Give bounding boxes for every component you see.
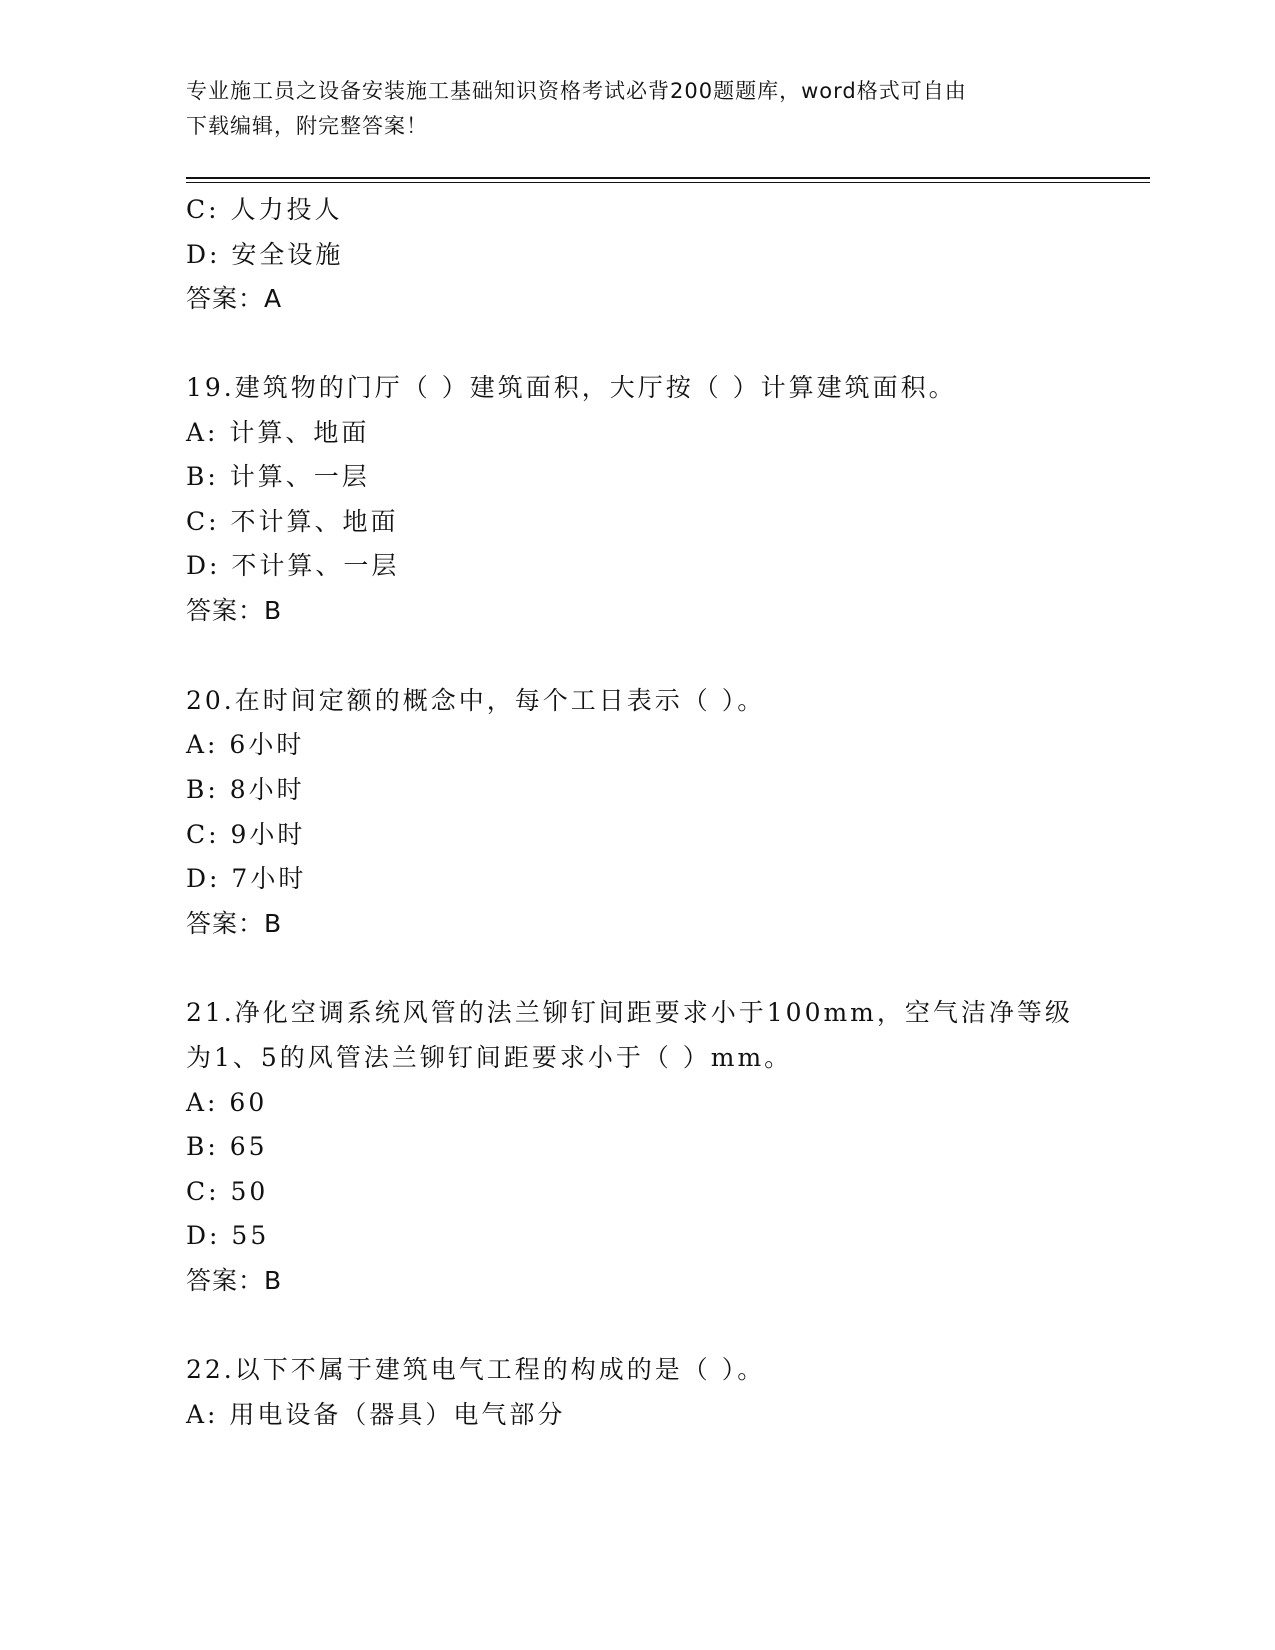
option-a-q19: A: 计算、地面 (186, 418, 370, 447)
option-b-q19: B: 计算、一层 (186, 462, 370, 491)
option-a-q22: A: 用电设备（器具）电气部分 (186, 1400, 566, 1429)
option-c-q19: C: 不计算、地面 (186, 507, 399, 536)
option-c-q20: C: 9小时 (186, 820, 306, 849)
answer-q19: 答案：B (186, 596, 283, 625)
question-20: 20.在时间定额的概念中，每个工日表示（ ）。 (186, 686, 766, 715)
option-c-q21: C: 50 (186, 1177, 269, 1206)
option-d-q19: D: 不计算、一层 (186, 551, 400, 580)
question-21-line-1: 21.净化空调系统风管的法兰铆钉间距要求小于100mm，空气洁净等级 (186, 998, 1073, 1027)
header-divider-thick (186, 177, 1150, 179)
question-21-line-2: 为1、5的风管法兰铆钉间距要求小于（ ）mm。 (186, 1043, 793, 1072)
answer-q20: 答案：B (186, 909, 283, 938)
question-22: 22.以下不属于建筑电气工程的构成的是（ ）。 (186, 1355, 766, 1384)
option-d-q21: D: 55 (186, 1221, 270, 1250)
header-divider-thin (186, 182, 1150, 183)
question-19: 19.建筑物的门厅（ ）建筑面积，大厅按（ ）计算建筑面积。 (186, 373, 957, 402)
option-a-q20: A: 6小时 (186, 730, 305, 759)
option-b-q21: B: 65 (186, 1132, 268, 1161)
document-header (186, 74, 1076, 144)
answer-q18: 答案：A (186, 284, 283, 313)
option-c-q18: C: 人力投人 (186, 195, 343, 224)
header-title-line-1: 专业施工员之设备安装施工基础知识资格考试必背200题题库，word格式可自由 (186, 79, 967, 103)
option-a-q21: A: 60 (186, 1088, 268, 1117)
option-b-q20: B: 8小时 (186, 775, 305, 804)
option-d-q20: D: 7小时 (186, 864, 307, 893)
header-title-line-2: 下载编辑，附完整答案！ (186, 114, 428, 138)
option-d-q18: D: 安全设施 (186, 240, 344, 269)
answer-q21: 答案：B (186, 1266, 283, 1295)
